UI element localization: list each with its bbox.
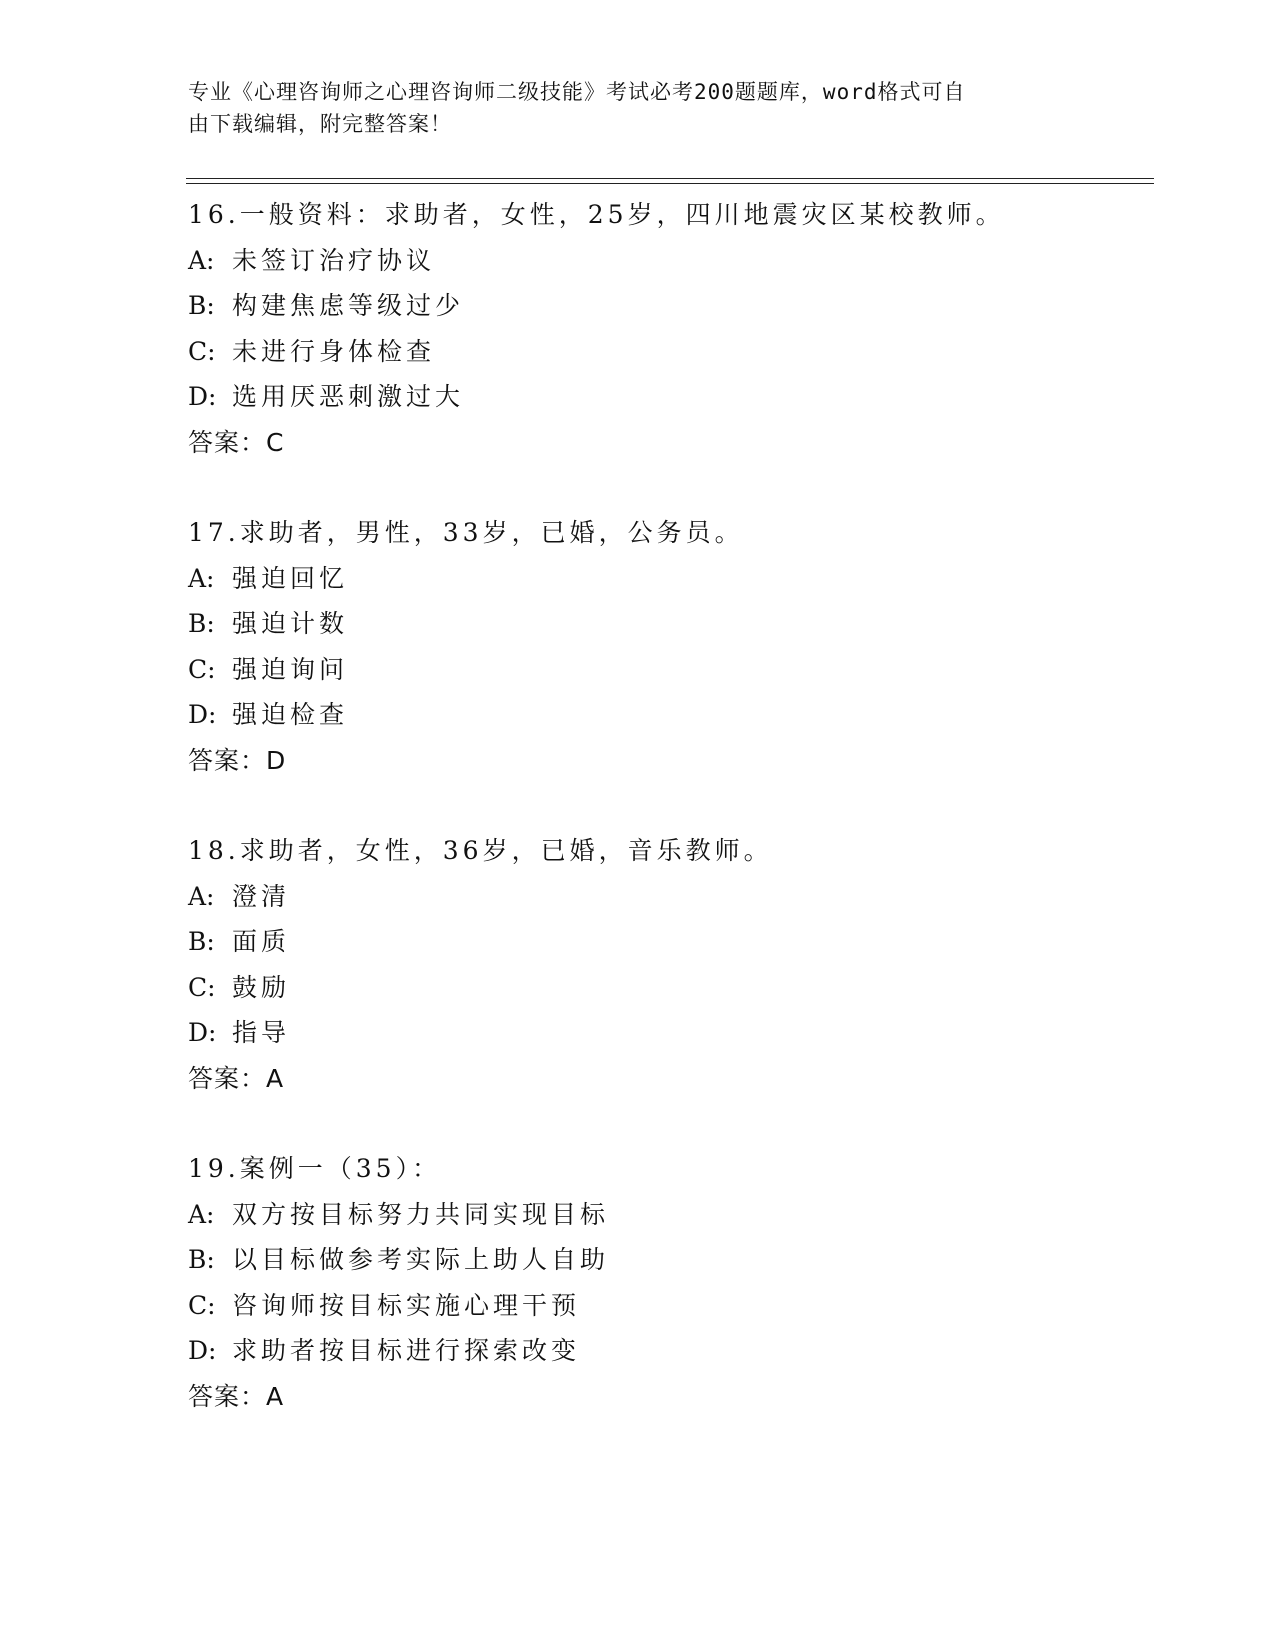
question-text: 案例一（35）： xyxy=(239,1154,442,1183)
option-text: 强迫计数 xyxy=(232,609,349,638)
question-16 xyxy=(188,192,1148,465)
question-19 xyxy=(188,1146,1148,1419)
option-letter: A: xyxy=(188,245,215,275)
option-c xyxy=(188,965,1148,1011)
option-text: 未进行身体检查 xyxy=(232,336,436,366)
option-a xyxy=(188,874,1148,920)
question-stem xyxy=(188,510,1148,556)
question-text: 一般资料：求助者，女性，25岁，四川地震灾区某校教师。 xyxy=(239,200,1005,229)
option-c xyxy=(188,329,1148,375)
header-divider-bottom xyxy=(186,183,1154,184)
option-letter: B: xyxy=(188,1245,215,1274)
option-a xyxy=(188,238,1148,284)
answer-line: 答案：A xyxy=(188,1063,285,1093)
option-letter: D: xyxy=(188,1336,217,1365)
option-letter: C: xyxy=(188,336,216,366)
option-a xyxy=(188,1192,1148,1238)
answer-line: 答案：A xyxy=(188,1381,285,1411)
question-stem xyxy=(188,192,1148,238)
question-18 xyxy=(188,828,1148,1101)
question-stem xyxy=(188,1146,1148,1192)
question-17 xyxy=(188,510,1148,783)
option-b xyxy=(188,1237,1148,1283)
option-letter: D: xyxy=(188,700,217,729)
option-letter: B: xyxy=(188,291,215,320)
option-text: 面质 xyxy=(232,927,291,956)
option-c xyxy=(188,1283,1148,1329)
option-letter: A: xyxy=(188,563,215,593)
option-text: 未签订治疗协议 xyxy=(232,245,436,275)
option-letter: C: xyxy=(188,972,216,1002)
option-letter: B: xyxy=(188,927,215,956)
option-letter: D: xyxy=(188,1018,217,1047)
answer-line: 答案：C xyxy=(188,427,285,457)
option-d xyxy=(188,692,1148,738)
option-a xyxy=(188,556,1148,602)
option-text: 强迫回忆 xyxy=(232,563,349,593)
question-number: 19. xyxy=(188,1154,240,1183)
header-line-2: 由下载编辑，附完整答案！ xyxy=(188,112,452,136)
option-b xyxy=(188,919,1148,965)
option-letter: C: xyxy=(188,654,216,684)
option-c xyxy=(188,647,1148,693)
question-number: 17. xyxy=(188,518,240,547)
option-letter: C: xyxy=(188,1290,216,1320)
answer-line: 答案：D xyxy=(188,745,287,775)
question-text: 求助者，男性，33岁，已婚，公务员。 xyxy=(239,518,744,547)
option-letter: A: xyxy=(188,881,215,911)
header-line-1: 专业《心理咨询师之心理咨询师二级技能》考试必考200题题库，word格式可自 xyxy=(188,80,966,104)
question-number: 16. xyxy=(188,200,240,229)
option-text: 强迫询问 xyxy=(232,654,349,684)
question-stem xyxy=(188,828,1148,874)
option-d xyxy=(188,1328,1148,1374)
option-text: 指导 xyxy=(232,1018,291,1047)
option-d xyxy=(188,1010,1148,1056)
question-text: 求助者，女性，36岁，已婚，音乐教师。 xyxy=(239,836,773,865)
document-header xyxy=(188,76,1068,140)
option-text: 构建焦虑等级过少 xyxy=(232,291,465,320)
option-text: 咨询师按目标实施心理干预 xyxy=(232,1290,581,1320)
option-text: 求助者按目标进行探索改变 xyxy=(232,1336,581,1365)
option-text: 选用厌恶刺激过大 xyxy=(232,382,465,411)
option-letter: D: xyxy=(188,382,217,411)
option-text: 双方按目标努力共同实现目标 xyxy=(232,1199,610,1229)
option-d xyxy=(188,374,1148,420)
option-letter: B: xyxy=(188,609,215,638)
option-letter: A: xyxy=(188,1199,215,1229)
option-text: 鼓励 xyxy=(232,972,291,1002)
option-b xyxy=(188,283,1148,329)
question-list xyxy=(188,192,1148,1419)
header-divider-top xyxy=(186,178,1154,179)
option-b xyxy=(188,601,1148,647)
question-number: 18. xyxy=(188,836,240,865)
option-text: 以目标做参考实际上助人自助 xyxy=(232,1245,610,1274)
option-text: 澄清 xyxy=(232,881,291,911)
option-text: 强迫检查 xyxy=(232,700,349,729)
